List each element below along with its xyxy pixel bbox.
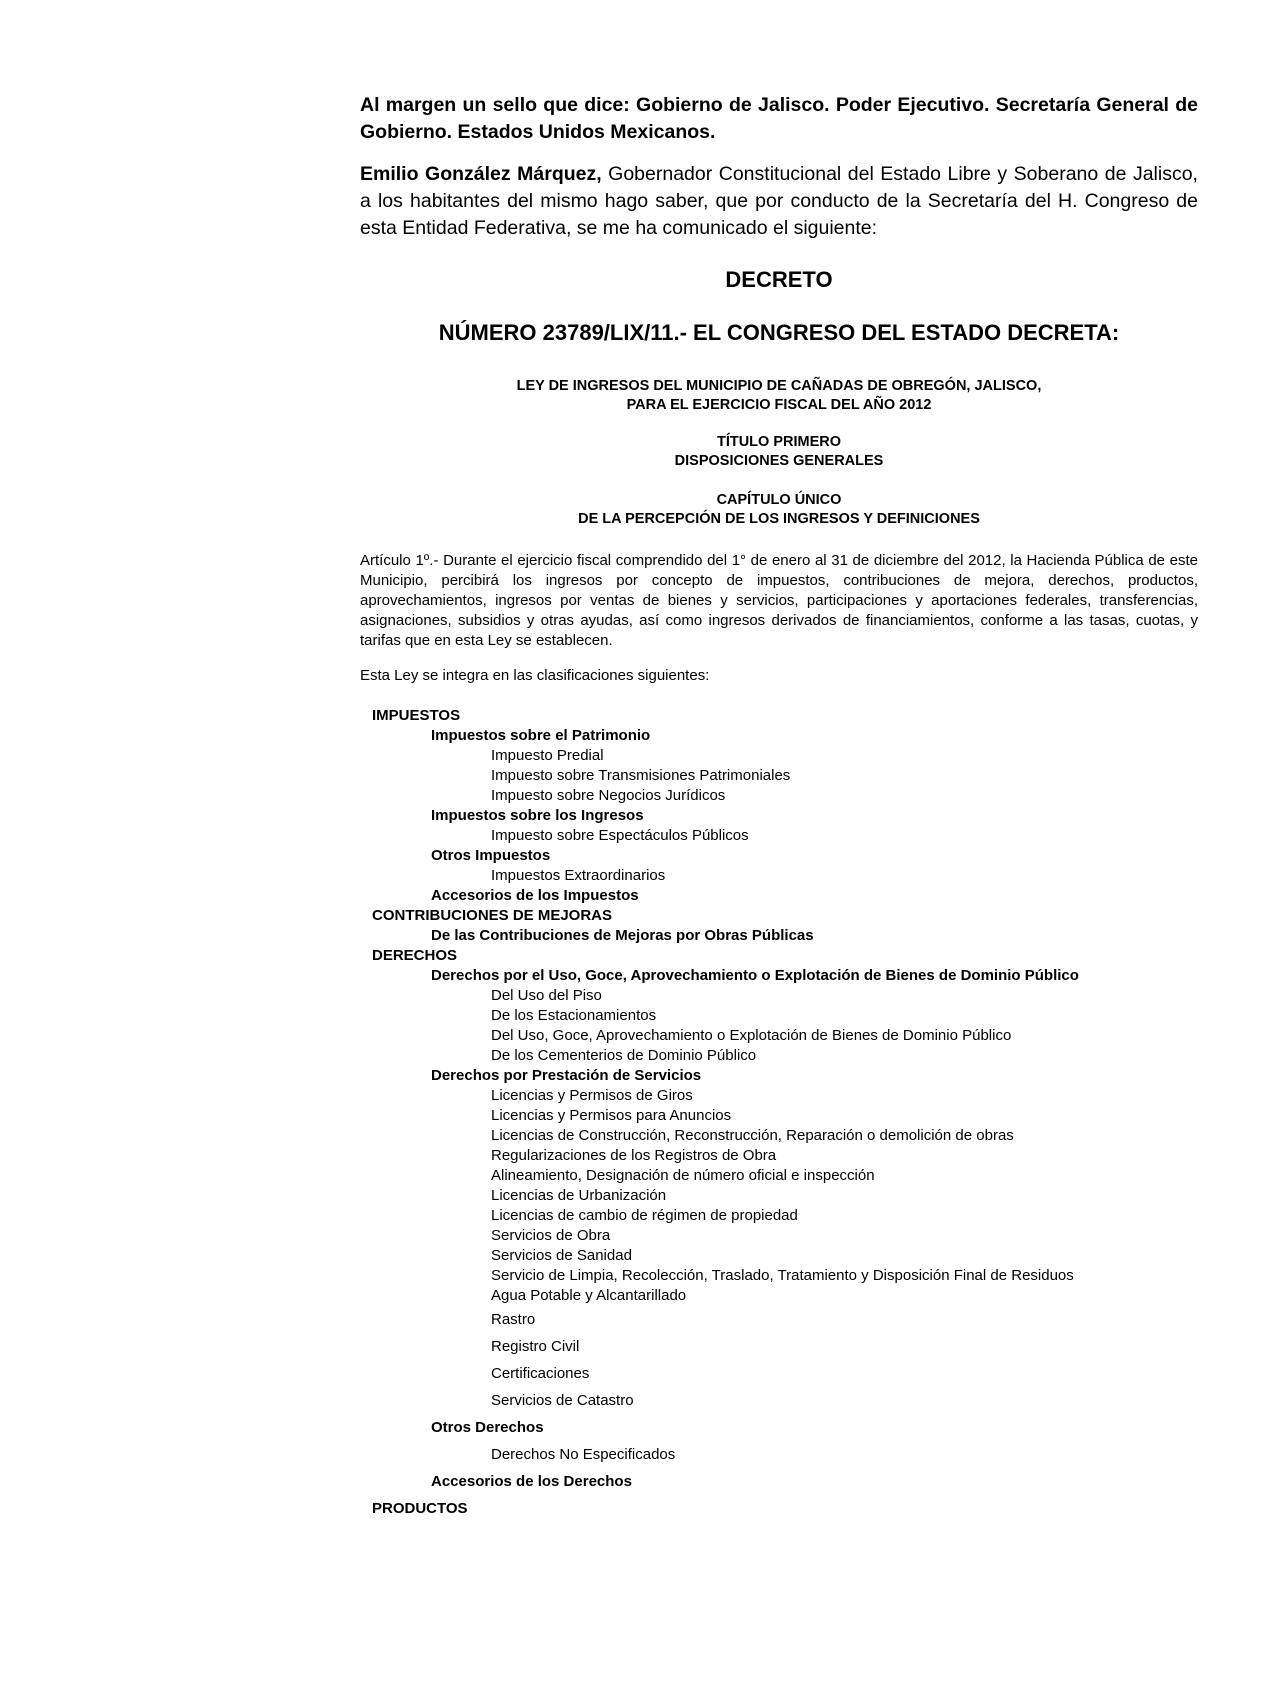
classification-category: IMPUESTOS — [372, 707, 461, 724]
classification-item: De los Cementerios de Dominio Público — [491, 1047, 757, 1064]
classification-item: Alineamiento, Designación de número oficial e inspección — [491, 1167, 875, 1184]
classification-item: Regularizaciones de los Registros de Obra — [491, 1147, 777, 1164]
classification-intro: Esta Ley se integra en las clasificaciones siguientes: — [360, 667, 710, 684]
classification-item: Del Uso del Piso — [491, 987, 602, 1004]
classification-item: Impuesto sobre Negocios Jurídicos — [491, 787, 726, 804]
law-title: LEY DE INGRESOS DEL MUNICIPIO DE CAÑADAS DE OBREGÓN, JALISCO, PARA EL EJERCICIO FISCAL DEL AÑO 2012 — [516, 378, 1042, 413]
decreto-heading: DECRETO — [725, 267, 833, 292]
document-page — [360, 92, 1198, 1522]
classification-item: De los Estacionamientos — [491, 1007, 657, 1024]
classification-subcategory: Derechos por el Uso, Goce, Aprovechamiento o Explotación de Bienes de Dominio Público — [431, 967, 1079, 984]
classification-item: Derechos No Especificados — [491, 1446, 676, 1463]
classification-category: CONTRIBUCIONES DE MEJORAS — [372, 907, 613, 924]
classification-item: Registro Civil — [491, 1338, 580, 1355]
classification-subcategory: Impuestos sobre el Patrimonio — [431, 727, 651, 744]
classification-item: Servicios de Sanidad — [491, 1247, 632, 1264]
classification-subcategory: Accesorios de los Impuestos — [431, 887, 639, 904]
classification-subcategory: Otros Derechos — [431, 1419, 544, 1436]
classification-subcategory: Otros Impuestos — [431, 847, 551, 864]
classification-subcategory: De las Contribuciones de Mejoras por Obras Públicas — [431, 927, 814, 944]
classification-subcategory: Derechos por Prestación de Servicios — [431, 1067, 702, 1084]
classification-item: Del Uso, Goce, Aprovechamiento o Explotación de Bienes de Dominio Público — [491, 1027, 1012, 1044]
classification-item: Impuesto Predial — [491, 747, 604, 764]
chapter-heading: CAPÍTULO ÚNICO DE LA PERCEPCIÓN DE LOS INGRESOS Y DEFINICIONES — [578, 492, 980, 527]
classification-category: PRODUCTOS — [372, 1500, 468, 1517]
proclamation-text: Gobernador Constitucional del Estado Libre y Soberano de Jalisco, a los habitantes del mismo hago saber, que por conducto de la Secretaría del H. Congreso de esta Entidad Federativa, se me ha comunicado el siguiente: — [360, 163, 1198, 239]
classification-item: Servicios de Catastro — [491, 1392, 634, 1409]
margin-seal-note: Al margen un sello que dice: Gobierno de Jalisco. Poder Ejecutivo. Secretaría General de Gobierno. Estados Unidos Mexicanos. — [360, 94, 1198, 143]
classification-item: Licencias de Urbanización — [491, 1187, 667, 1204]
classification-item: Licencias y Permisos de Giros — [491, 1087, 693, 1104]
classification-subcategory: Accesorios de los Derechos — [431, 1473, 632, 1490]
classification-item: Licencias y Permisos para Anuncios — [491, 1107, 732, 1124]
classification-item: Servicio de Limpia, Recolección, Traslado, Tratamiento y Disposición Final de Residuos — [491, 1267, 1074, 1284]
classification-item: Rastro — [491, 1311, 536, 1328]
classification-item: Impuesto sobre Transmisiones Patrimoniales — [491, 767, 791, 784]
title-heading: TÍTULO PRIMERO DISPOSICIONES GENERALES — [674, 434, 884, 469]
classification-subcategory: Impuestos sobre los Ingresos — [431, 807, 644, 824]
classification-item: Impuestos Extraordinarios — [491, 867, 666, 884]
classification-item: Certificaciones — [491, 1365, 590, 1382]
decreto-number: NÚMERO 23789/LIX/11.- EL CONGRESO DEL ESTADO DECRETA: — [438, 320, 1120, 345]
classification-item: Impuesto sobre Espectáculos Públicos — [491, 827, 749, 844]
classification-list — [360, 706, 1198, 1522]
classification-item: Licencias de cambio de régimen de propiedad — [491, 1207, 798, 1224]
classification-item: Agua Potable y Alcantarillado — [491, 1287, 687, 1304]
governor-proclamation — [360, 161, 1198, 242]
classification-category: DERECHOS — [372, 947, 458, 964]
classification-item: Servicios de Obra — [491, 1227, 611, 1244]
classification-item: Licencias de Construcción, Reconstrucción, Reparación o demolición de obras — [491, 1127, 1014, 1144]
governor-name: Emilio González Márquez, — [360, 163, 602, 185]
article-1: Artículo 1º.- Durante el ejercicio fiscal comprendido del 1° de enero al 31 de diciembre del 2012, la Hacienda Pública de este Municipio, percibirá los ingresos por concepto de impuestos, contribuciones de mejora, derechos, productos, aprovechamientos, ingresos por ventas de bienes y servicios, participaciones y aportaciones federales, transferencias, asignaciones, subsidios y otras ayudas, así como ingresos derivados de financiamientos, conforme a las tasas, cuotas, y tarifas que en esta Ley se establecen. — [360, 552, 1198, 649]
